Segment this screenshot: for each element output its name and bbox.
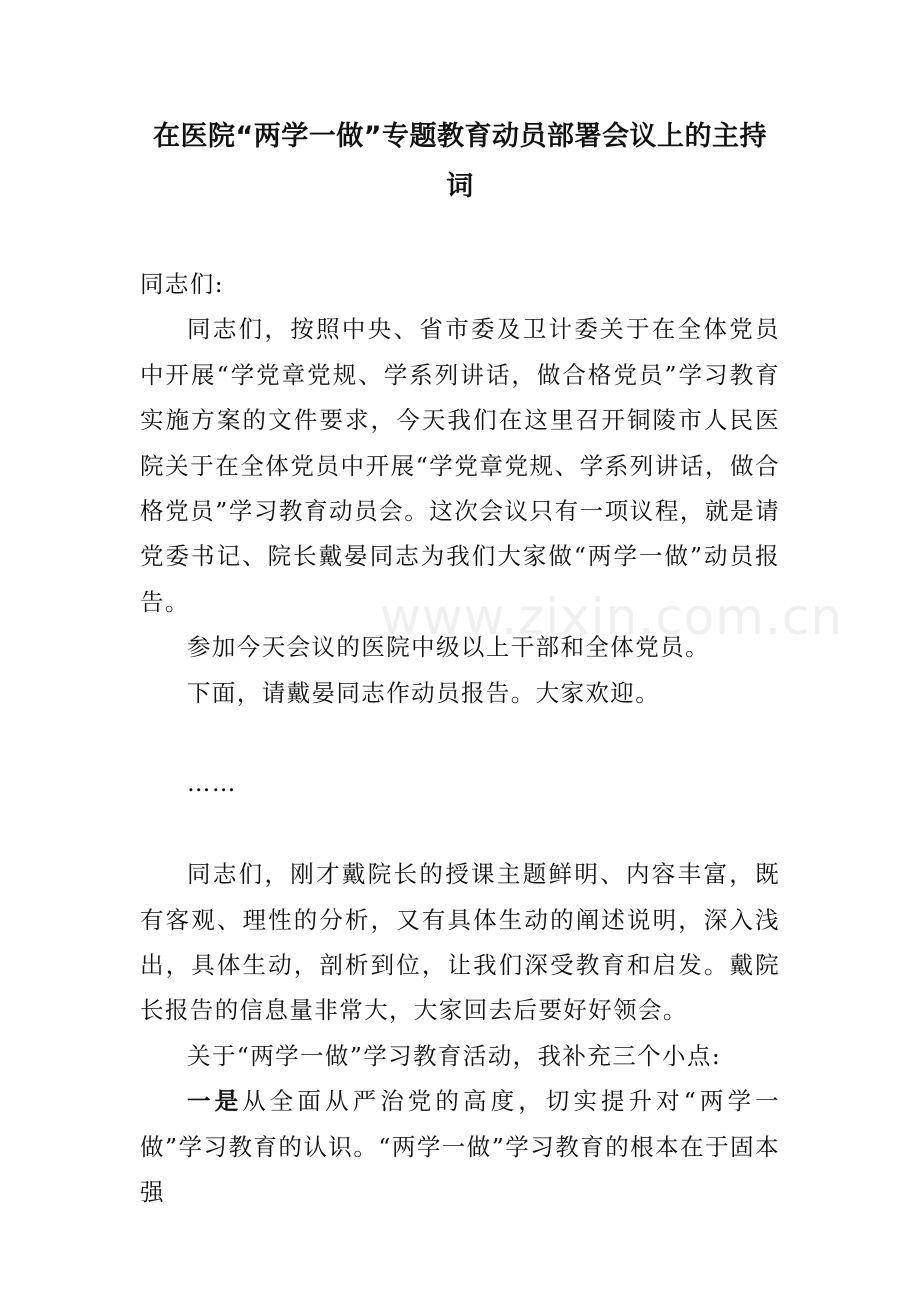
point-one-text: 从全面从严治党的高度，切实提升对“两学一做”学习教育的认识。“两学一做”学习教育的根本在于固本强 bbox=[140, 1087, 780, 1207]
summary-paragraph: 同志们，刚才戴院长的授课主题鲜明、内容丰富，既有客观、理性的分析，又有具体生动的阐述说明，深入浅出，具体生动，剖析到位，让我们深受教育和启发。戴院长报告的信息量非常大，大家回去后要好好领会。 bbox=[140, 860, 780, 1025]
point-one-lead: 一是 bbox=[187, 1087, 243, 1116]
point-one-paragraph bbox=[140, 1079, 780, 1215]
opening-paragraph: 同志们，按照中央、省市委及卫计委关于在全体党员中开展“学党章党规、学系列讲话，做合格党员”学习教育实施方案的文件要求，今天我们在这里召开铜陵市人民医院关于在全体党员中开展“学党章党规、学系列讲话，做合格党员”学习教育动员会。这次会议只有一项议程，就是请党委书记、院长戴晏同志为我们大家做“两学一做”动员报告。 bbox=[140, 315, 780, 616]
supplement-intro-paragraph: 关于“两学一做”学习教育活动，我补充三个小点: bbox=[187, 1041, 722, 1070]
watermark: www.zixin.com.cn bbox=[380, 588, 844, 646]
attendees-paragraph: 参加今天会议的医院中级以上干部和全体党员。 bbox=[187, 633, 710, 662]
document-body bbox=[140, 262, 780, 1216]
invitation-paragraph: 下面，请戴晏同志作动员报告。大家欢迎。 bbox=[187, 678, 661, 707]
spacer bbox=[140, 807, 780, 852]
ellipsis: …… bbox=[187, 769, 237, 798]
salutation: 同志们: bbox=[140, 270, 225, 298]
spacer bbox=[140, 716, 780, 761]
document-title: 在医院“两学一做”专题教育动员部署会议上的主持词 bbox=[153, 121, 767, 202]
